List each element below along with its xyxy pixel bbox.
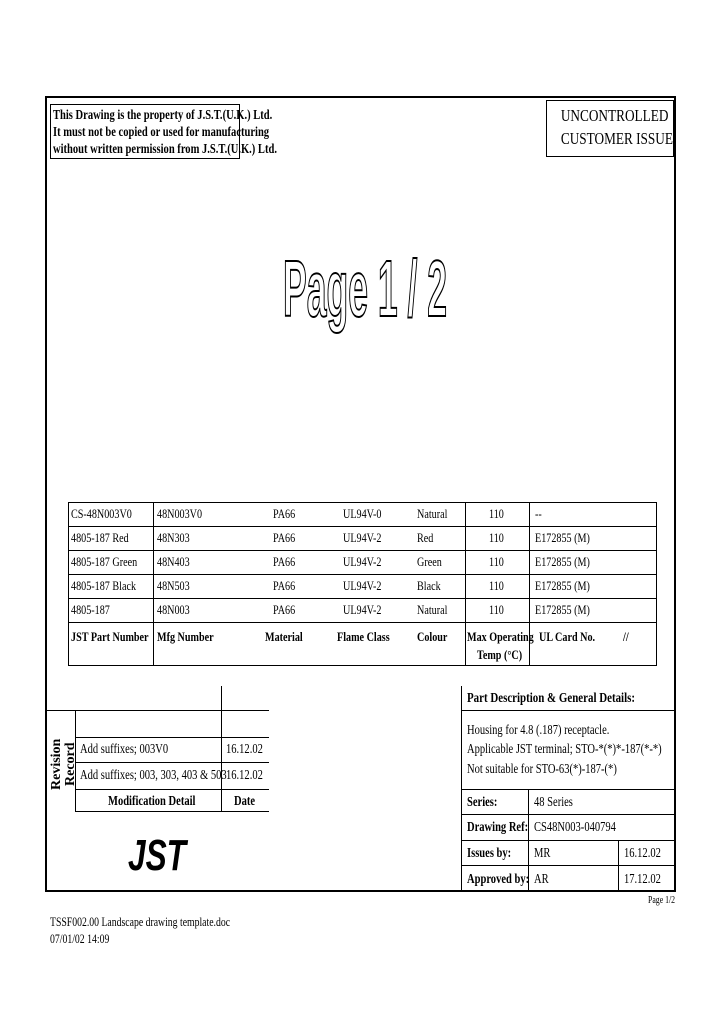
rev-line <box>45 710 269 711</box>
revision-detail-1: Add suffixes; 003V0 <box>80 741 169 756</box>
table-row <box>69 575 656 599</box>
issued-by-value: MR <box>534 845 551 860</box>
table-cell: UL94V-2 <box>343 602 382 617</box>
table-cell: Black <box>417 578 441 593</box>
info-col-divider <box>618 840 619 892</box>
table-cell: PA66 <box>273 530 296 545</box>
jst-logo-svg <box>126 826 190 878</box>
description-title: Part Description & General Details: <box>467 691 636 706</box>
header-flame-class: Flame Class <box>337 629 390 644</box>
table-cell: 110 <box>489 530 504 545</box>
approved-by-value: AR <box>534 871 549 886</box>
issued-date: 16.12.02 <box>624 845 661 860</box>
issued-by-label: Issues by: <box>467 845 512 860</box>
table-cell: E172855 (M) <box>535 530 590 545</box>
revision-label-line-1: Revision <box>49 738 64 790</box>
table-cell: PA66 <box>273 578 296 593</box>
rev-line <box>75 762 269 763</box>
revision-record-svg <box>44 712 84 792</box>
table-cell: E172855 (M) <box>535 578 590 593</box>
rev-line <box>75 811 269 812</box>
parts-table <box>68 502 657 666</box>
table-row <box>69 599 656 623</box>
info-line <box>461 789 675 790</box>
info-line <box>461 814 675 815</box>
table-cell: E172855 (M) <box>535 554 590 569</box>
description-line-3: Not suitable for STO-63(*)-187-(*) <box>467 761 617 776</box>
series-value: 48 Series <box>534 794 573 809</box>
table-cell: 48N303 <box>157 530 190 545</box>
page-heading-svg <box>280 238 450 338</box>
property-line-3: without written permission from J.S.T.(U.K.) Ltd. <box>53 141 277 156</box>
header-max-operating: Max Operating <box>467 629 534 644</box>
table-cell: 48N503 <box>157 578 190 593</box>
table-cell: CS-48N003V0 <box>71 506 132 521</box>
info-line <box>461 840 675 841</box>
description-line-1: Housing for 4.8 (.187) receptacle. <box>467 722 610 737</box>
issue-status-line-2: CUSTOMER ISSUE <box>560 129 673 148</box>
page-footer: Page 1/2 <box>648 895 676 906</box>
table-cell: UL94V-2 <box>343 530 382 545</box>
approved-by-label: Approved by: <box>467 871 530 886</box>
header-ul-card: UL Card No. <box>539 629 596 644</box>
issue-status-box <box>546 100 674 157</box>
rev-col-divider <box>221 686 222 811</box>
header-mfg-number: Mfg Number <box>157 629 214 644</box>
table-cell: Natural <box>417 506 448 521</box>
revision-date-2: 16.12.02 <box>226 767 263 782</box>
template-file: TSSF002.00 Landscape drawing template.doc <box>50 915 231 929</box>
table-cell: E172855 (M) <box>535 602 590 617</box>
table-cell: Green <box>417 554 442 569</box>
header-colour: Colour <box>417 629 448 644</box>
table-cell: UL94V-2 <box>343 554 382 569</box>
page-heading <box>280 238 450 338</box>
table-cell: 48N003 <box>157 602 190 617</box>
table-row <box>69 551 656 575</box>
jst-logo-text: JST <box>128 831 189 880</box>
table-cell: -- <box>535 506 542 521</box>
table-row <box>69 503 656 527</box>
table-cell: UL94V-0 <box>343 506 382 521</box>
table-cell: PA66 <box>273 506 296 521</box>
revision-date-1: 16.12.02 <box>226 741 263 756</box>
table-cell: Red <box>417 530 434 545</box>
header-extra: // <box>623 629 629 644</box>
table-cell: 48N403 <box>157 554 190 569</box>
series-label: Series: <box>467 794 498 809</box>
header-jst-part: JST Part Number <box>71 629 149 644</box>
property-notice <box>50 104 277 159</box>
revision-detail-2: Add suffixes; 003, 303, 403 & 503 <box>80 767 227 782</box>
header-temp: Temp (°C) <box>477 647 523 662</box>
description-line-2: Applicable JST terminal; STO-*(*)*-187(*-*) <box>467 741 662 756</box>
table-cell: PA66 <box>273 554 296 569</box>
table-cell: 110 <box>489 506 504 521</box>
rev-line <box>75 789 269 790</box>
issue-status-line-1: UNCONTROLLED <box>560 106 669 125</box>
approved-date: 17.12.02 <box>624 871 661 886</box>
table-cell: PA66 <box>273 602 296 617</box>
table-cell: 110 <box>489 602 504 617</box>
table-cell: 110 <box>489 554 504 569</box>
drawing-ref-value: CS48N003-040794 <box>534 819 616 834</box>
property-line-2: It must not be copied or used for manufacturing <box>53 124 270 139</box>
table-cell: UL94V-2 <box>343 578 382 593</box>
revision-label-line-2: Record <box>63 742 78 786</box>
table-cell: 4805-187 Black <box>71 578 137 593</box>
drawing-ref-label: Drawing Ref: <box>467 819 529 834</box>
rev-line <box>75 737 269 738</box>
property-line-1: This Drawing is the property of J.S.T.(U.K.) Ltd. <box>53 107 273 122</box>
header-material: Material <box>265 629 303 644</box>
table-cell: 4805-187 <box>71 602 110 617</box>
table-cell: Natural <box>417 602 448 617</box>
jst-logo <box>126 826 190 878</box>
table-cell: 4805-187 Green <box>71 554 138 569</box>
desc-line <box>461 710 675 711</box>
revision-record-label <box>44 712 84 792</box>
table-row <box>69 527 656 551</box>
info-line <box>461 865 675 866</box>
revision-col-date: Date <box>234 793 256 808</box>
table-cell: 4805-187 Red <box>71 530 129 545</box>
revision-col-detail: Modification Detail <box>108 793 196 808</box>
table-cell: 48N003V0 <box>157 506 203 521</box>
page-heading-text: Page 1 / 2 <box>283 244 447 333</box>
template-date: 07/01/02 14:09 <box>50 932 110 946</box>
table-cell: 110 <box>489 578 504 593</box>
